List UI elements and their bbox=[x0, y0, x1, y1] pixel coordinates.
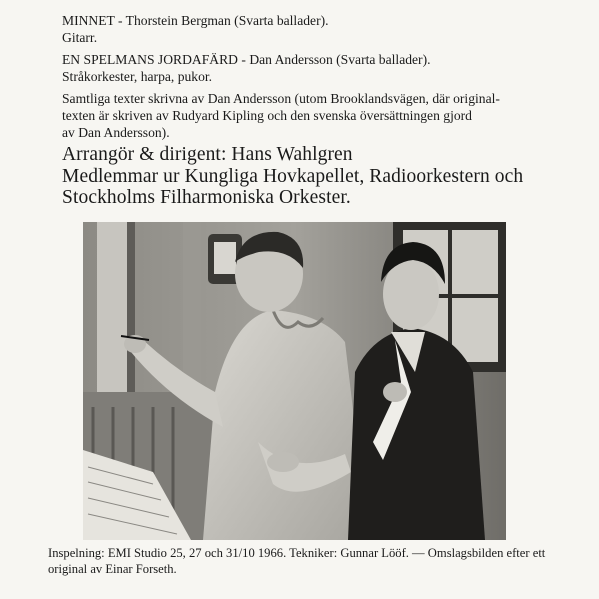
track-instruments: Gitarr. bbox=[62, 30, 98, 45]
lyrics-note-line-2: texten är skriven av Rudyard Kipling och den svenska översättningen gjord bbox=[62, 108, 472, 123]
recording-credits-line-1: Inspelning: EMI Studio 25, 27 och 31/10 1966. Tekniker: Gunnar Lööf. — Omslagsbilden efter ett bbox=[48, 546, 546, 560]
studio-photo bbox=[83, 222, 506, 540]
lyrics-note-line-3: av Dan Andersson). bbox=[62, 125, 170, 140]
arrangement-credits bbox=[62, 144, 582, 209]
track-entry-minnet bbox=[62, 12, 562, 46]
lyrics-note bbox=[62, 90, 562, 141]
track-entry-spelmans-jordafard bbox=[62, 51, 562, 85]
track-title-line: EN SPELMANS JORDAFÄRD - Dan Andersson (Svarta ballader). bbox=[62, 52, 431, 67]
orchestra-line-1: Medlemmar ur Kungliga Hovkapellet, Radioorkestern och bbox=[62, 165, 524, 187]
track-credits bbox=[62, 12, 562, 146]
recording-credits-line-2: original av Einar Forseth. bbox=[48, 561, 177, 576]
lyrics-note-line-1: Samtliga texter skrivna av Dan Andersson (utom Brooklandsvägen, där original- bbox=[62, 91, 500, 106]
arranger-conductor-line: Arrangör & dirigent: Hans Wahlgren bbox=[62, 144, 353, 165]
track-title-line: MINNET - Thorstein Bergman (Svarta ballader). bbox=[62, 13, 329, 28]
recording-credits bbox=[48, 546, 568, 577]
orchestra-line-2: Stockholms Filharmoniska Orkester. bbox=[62, 187, 351, 208]
track-instruments: Stråkorkester, harpa, pukor. bbox=[62, 69, 213, 84]
